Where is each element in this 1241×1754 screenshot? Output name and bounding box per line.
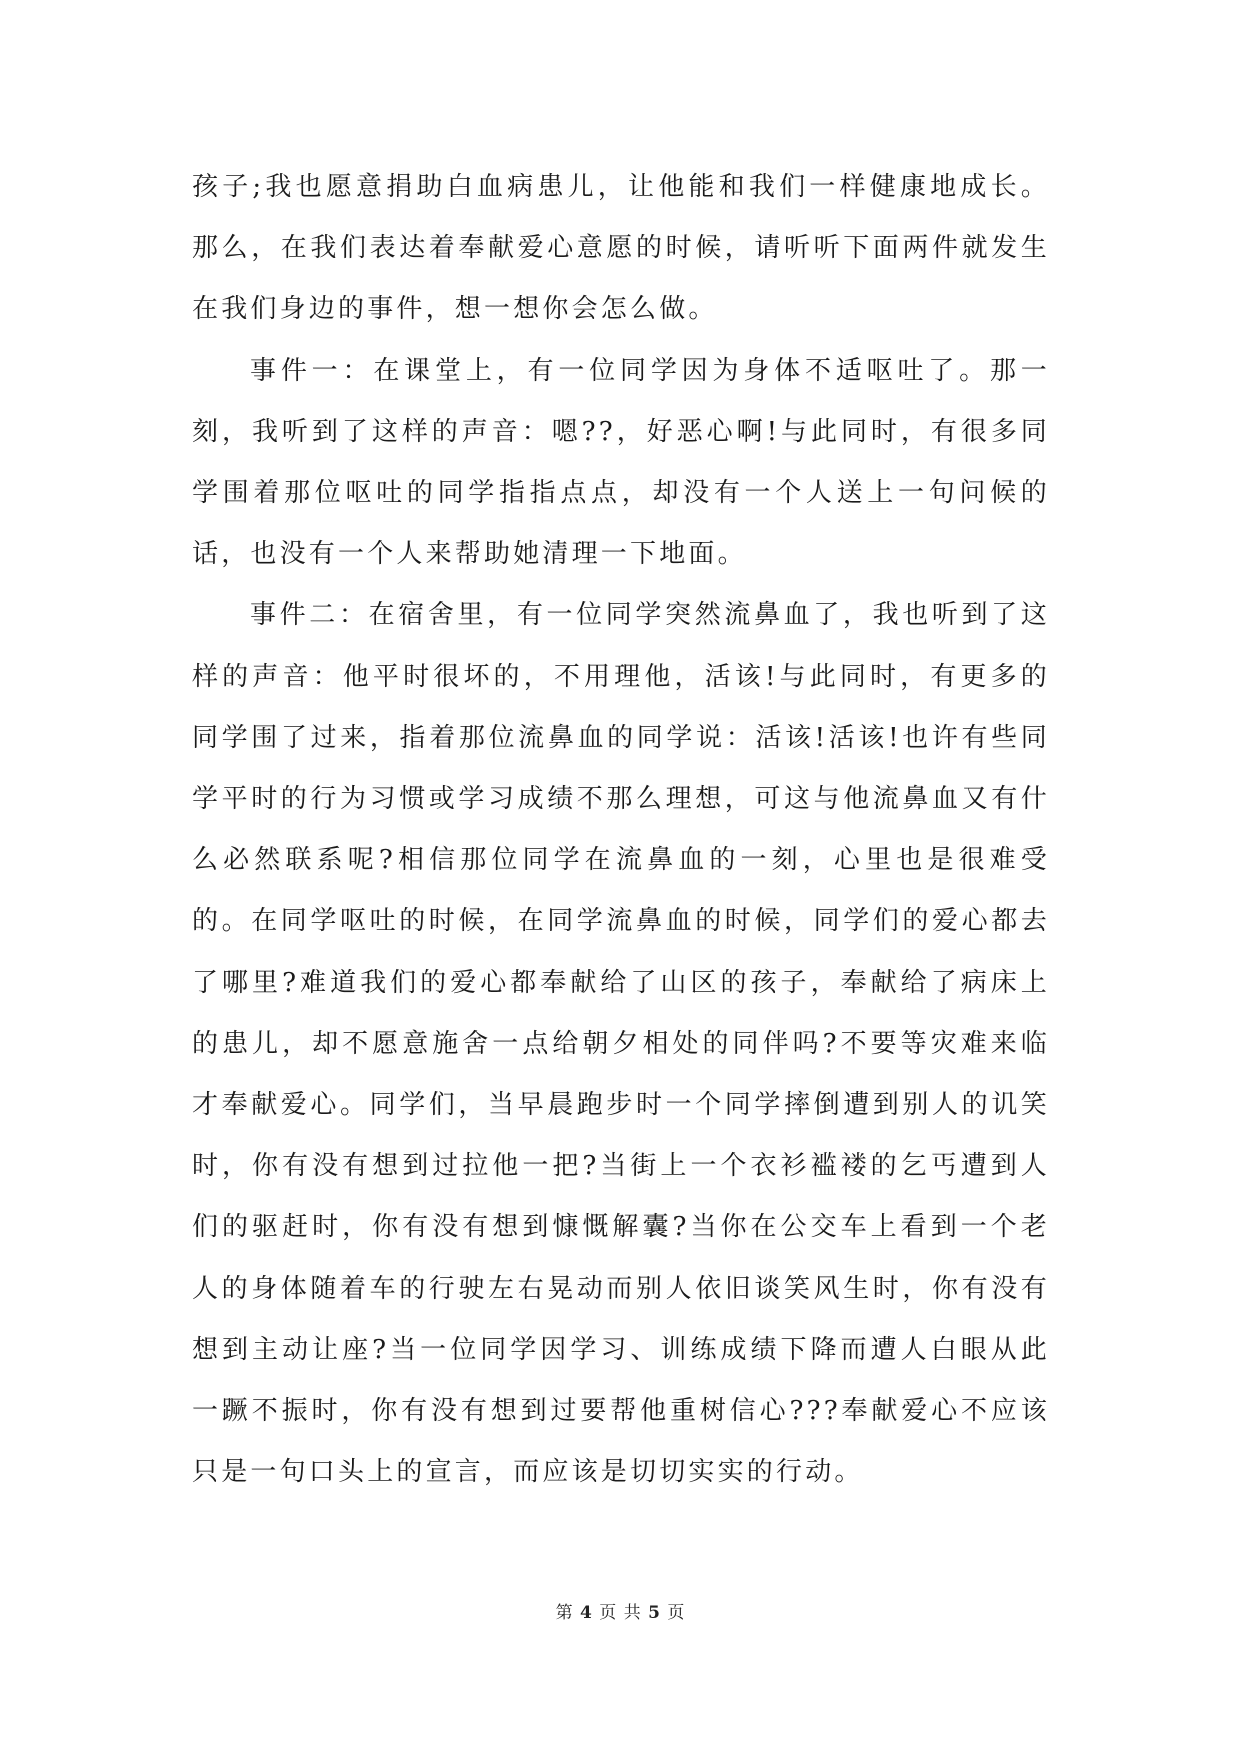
footer-suffix: 页 <box>667 1603 686 1623</box>
paragraph-1: 孩子;我也愿意捐助白血病患儿，让他能和我们一样健康地成长。那么，在我们表达着奉献爱心意愿的时候，请听听下面两件就发生在我们身边的事件，想一想你会怎么做。 <box>192 172 1050 325</box>
paragraph-event-one: 事件一：在课堂上，有一位同学因为身体不适呕吐了。那一刻，我听到了这样的声音：嗯??，好恶心啊!与此同时，有很多同学围着那位呕吐的同学指指点点，却没有一个人送上一句问候的话，也没有一个人来帮助她清理一下地面。 <box>192 355 1050 570</box>
page-footer <box>0 1598 1241 1623</box>
current-page-number: 4 <box>580 1603 593 1623</box>
footer-middle: 页 共 <box>599 1603 642 1623</box>
paragraph-event-two: 事件二：在宿舍里，有一位同学突然流鼻血了，我也听到了这样的声音：他平时很坏的，不用理他，活该!与此同时，有更多的同学围了过来，指着那位流鼻血的同学说：活该!活该!也许有些同学平时的行为习惯或学习成绩不那么理想，可这与他流鼻血又有什么必然联系呢?相信那位同学在流鼻血的一刻，心里也是很难受的。在同学呕吐的时候，在同学流鼻血的时候，同学们的爱心都去了哪里?难道我们的爱心都奉献给了山区的孩子，奉献给了病床上的患儿，却不愿意施舍一点给朝夕相处的同伴吗?不要等灾难来临才奉献爱心。同学们，当早晨跑步时一个同学摔倒遭到别人的讥笑时，你有没有想到过拉他一把?当街上一个衣衫褴褛的乞丐遭到人们的驱赶时，你有没有想到慷慨解囊?当你在公交车上看到一个老人的身体随着车的行驶左右晃动而别人依旧谈笑风生时，你有没有想到主动让座?当一位同学因学习、训练成绩下降而遭人白眼从此一蹶不振时，你有没有想到过要帮他重树信心???奉献爱心不应该只是一句口头上的宣言，而应该是切切实实的行动。 <box>192 600 1050 1488</box>
total-pages-number: 5 <box>648 1603 661 1623</box>
footer-prefix: 第 <box>555 1603 574 1623</box>
body-text <box>192 157 1050 1503</box>
